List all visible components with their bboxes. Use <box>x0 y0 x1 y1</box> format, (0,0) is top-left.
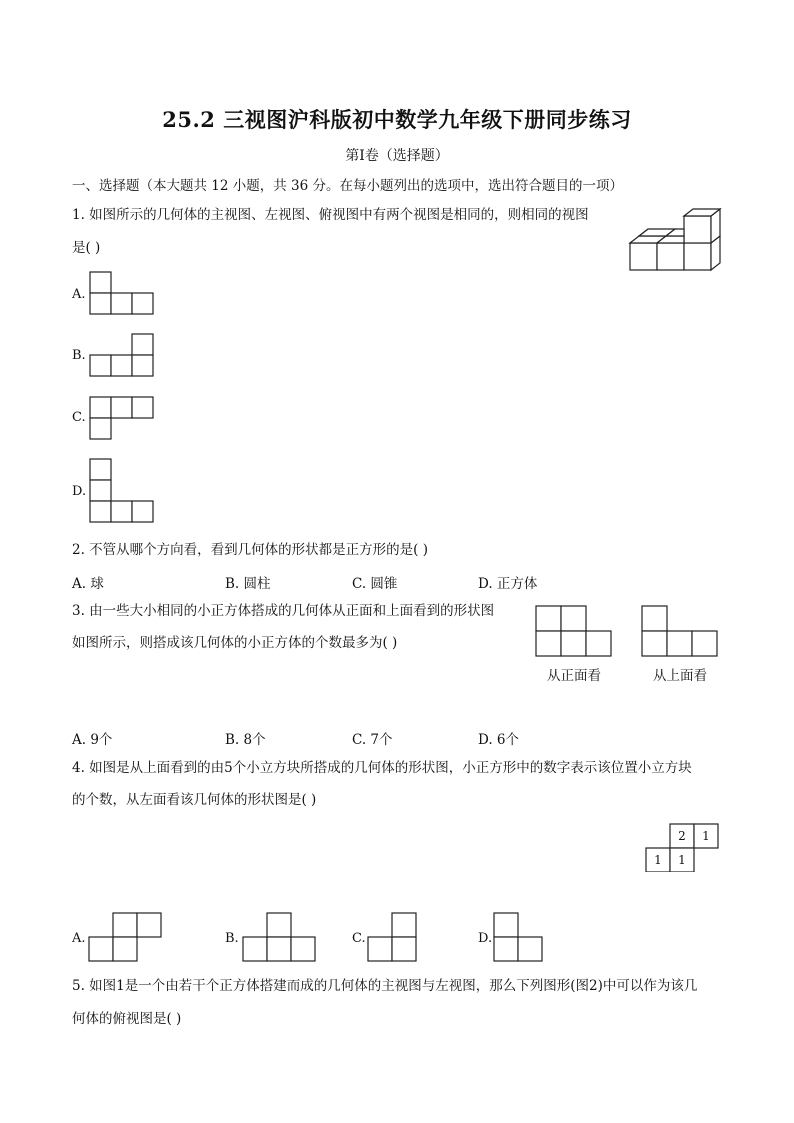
q5-stem-line2: 何体的俯视图是( ) <box>72 1011 182 1027</box>
q3-option-c[interactable]: C. 7个 <box>352 732 393 748</box>
q2-option-c[interactable]: C. 圆锥 <box>352 576 398 592</box>
q4-option-b-label[interactable]: B. <box>225 931 239 946</box>
q2-stem: 2. 不管从哪个方向看，看到几何体的形状都是正方形的是( ) <box>72 542 428 558</box>
q3-option-d[interactable]: D. 6个 <box>478 732 520 748</box>
q1-option-c-figure[interactable] <box>88 395 158 441</box>
q3-option-a[interactable]: A. 9个 <box>72 732 113 748</box>
q2-options <box>0 572 794 592</box>
q4-top-view-grid <box>644 822 724 872</box>
q5-stem-line1: 5. 如图1是一个由若干个正方体搭建而成的几何体的主视图与左视图，那么下列图形(图2)中可以作为该几 <box>72 978 698 994</box>
q1-option-a-label[interactable]: A. <box>72 287 86 302</box>
q4-grid-number: 1 <box>654 853 662 867</box>
q1-option-b-label[interactable]: B. <box>72 348 86 363</box>
q4-grid-number: 1 <box>678 853 686 867</box>
q4-option-a-label[interactable]: A. <box>72 931 86 946</box>
q2-option-a[interactable]: A. 球 <box>72 576 104 592</box>
q3-stem-line2: 如图所示，则搭成该几何体的小正方体的个数最多为( ) <box>72 635 398 651</box>
q4-option-d-label[interactable]: D. <box>478 931 493 946</box>
q4-grid-number: 2 <box>678 829 686 843</box>
q1-option-c-label[interactable]: C. <box>72 410 86 425</box>
q4-option-c-label[interactable]: C. <box>352 931 366 946</box>
q1-solid-figure <box>625 205 725 275</box>
q4-stem-line2: 的个数，从左面看该几何体的形状图是( ) <box>72 792 317 808</box>
q3-option-b[interactable]: B. 8个 <box>225 732 266 748</box>
q4-option-c-figure[interactable] <box>367 911 421 963</box>
q1-option-d-label[interactable]: D. <box>72 484 87 499</box>
q1-stem-line2: 是( ) <box>72 240 101 256</box>
q3-front-view <box>534 604 616 660</box>
q4-grid-number: 1 <box>702 829 710 843</box>
q4-option-d-figure[interactable] <box>493 911 547 963</box>
q4-option-b-figure[interactable] <box>242 911 320 963</box>
q1-option-a-figure[interactable] <box>88 270 158 316</box>
q3-top-caption: 从上面看 <box>653 668 707 684</box>
q1-option-d-figure[interactable] <box>88 457 158 525</box>
page-subtitle: 第I卷（选择题） <box>345 148 449 164</box>
q4-stem-line1: 4. 如图是从上面看到的由5个小立方块所搭成的几何体的形状图，小正方形中的数字表示该位置小立方块 <box>72 760 692 776</box>
q2-option-b[interactable]: B. 圆柱 <box>225 576 271 592</box>
page-title: 25.2 三视图沪科版初中数学九年级下册同步练习 <box>162 107 632 132</box>
q3-front-caption: 从正面看 <box>547 668 601 684</box>
section-heading: 一、选择题（本大题共 12 小题，共 36 分。在每小题列出的选项中，选出符合题目的一项） <box>72 178 624 194</box>
q2-option-d[interactable]: D. 正方体 <box>478 576 538 592</box>
q1-option-b-figure[interactable] <box>88 332 158 378</box>
q4-option-a-figure[interactable] <box>88 911 166 963</box>
q3-stem-line1: 3. 由一些大小相同的小正方体搭成的几何体从正面和上面看到的形状图 <box>72 603 495 619</box>
q3-options <box>0 728 794 748</box>
q1-stem-line1: 1. 如图所示的几何体的主视图、左视图、俯视图中有两个视图是相同的，则相同的视图 <box>72 207 589 223</box>
q3-top-view <box>640 604 722 660</box>
